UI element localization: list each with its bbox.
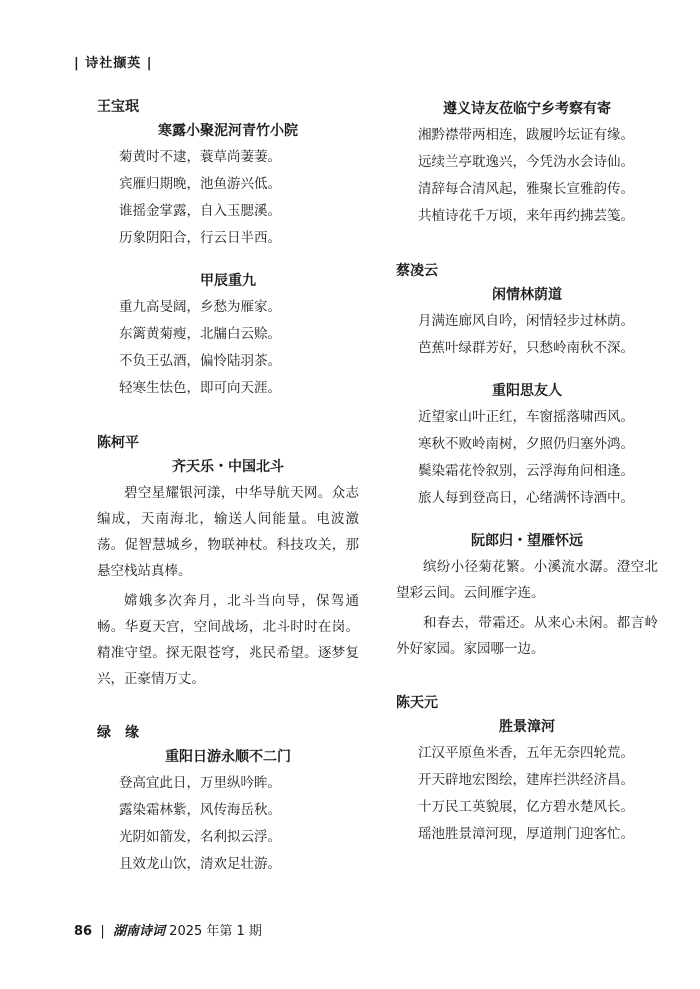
poem-title: 重阳思友人 bbox=[492, 383, 562, 399]
magazine-name: 湖南诗词 bbox=[113, 924, 166, 939]
poem-line: 东篱黄菊瘦，北牖白云赊。 bbox=[119, 326, 281, 342]
poem-title: 胜景漳河 bbox=[499, 719, 555, 735]
author-name: 蔡凌云 bbox=[396, 263, 438, 279]
poem-line: 鬓染霜花怜叙别，云浮海角问相逢。 bbox=[418, 463, 634, 479]
poem-title: 寒露小聚泥河青竹小院 bbox=[158, 123, 298, 139]
poem-line: 轻寒生怯色，即可向天涯。 bbox=[119, 380, 281, 396]
poem-line: 远续兰亭耽逸兴，今凭沩水会诗仙。 bbox=[418, 154, 634, 170]
poem-line: 宾雁归期晚，池鱼游兴低。 bbox=[119, 176, 281, 192]
poem-line: 湘黔襟带两相连，跋履吟坛证有缘。 bbox=[418, 127, 634, 143]
poem-line: 露染霜林紫，风传海岳秋。 bbox=[119, 802, 281, 818]
poem-line: 共植诗花千万顷，来年再约拂芸笺。 bbox=[418, 208, 634, 224]
poem-line: 光阴如箭发，名利拟云浮。 bbox=[119, 829, 281, 845]
poem-line: 寒秋不败岭南树，夕照仍归塞外鸿。 bbox=[418, 436, 634, 452]
poem-line: 十万民工英貌展，亿方碧水楚风长。 bbox=[418, 799, 634, 815]
poem-title: 重阳日游永顺不二门 bbox=[165, 749, 291, 765]
poem-title: 齐天乐・中国北斗 bbox=[172, 459, 284, 475]
author-name: 绿 缘 bbox=[97, 725, 139, 741]
section-header: | 诗社撷英 | bbox=[74, 56, 153, 71]
poem-paragraph: 碧空星耀银河漾，中华导航天网。众志编成，天南海北，输送人间能量。电波激荡。促智慧城乡，物联神杖。科技攻关，那悬空栈站真棒。 bbox=[97, 485, 359, 579]
footer-separator: | bbox=[100, 924, 105, 939]
poem-line: 历象阴阳合，行云日半西。 bbox=[119, 230, 281, 246]
page-number: 86 bbox=[74, 924, 93, 939]
poem-line: 不负王弘酒，偏怜陆羽茶。 bbox=[119, 353, 281, 369]
right-column bbox=[396, 96, 658, 848]
poem-line: 近望家山叶正红，车窗摇落啸西风。 bbox=[418, 409, 634, 425]
poem-title: 阮郎归・望雁怀远 bbox=[471, 533, 583, 549]
poem-line: 旅人每到登高日，心绪满怀诗酒中。 bbox=[418, 490, 634, 506]
poem-line: 清辞每合清风起，雅聚长宣雅韵传。 bbox=[418, 181, 634, 197]
poem-line: 江汉平原鱼米香，五年无奈四轮荒。 bbox=[418, 745, 634, 761]
poem-paragraph: 嫦娥多次奔月，北斗当向导，保驾通畅。华夏天宫，空间战场，北斗时时在岗。精准守望。探无限苍穹，兆民希望。逐梦复兴，正豪情万丈。 bbox=[97, 593, 359, 687]
poem-line: 瑶池胜景漳河现，厚道荆门迎客忙。 bbox=[418, 826, 634, 842]
author-name: 王宝珉 bbox=[97, 99, 139, 115]
poem-line: 谁摇金掌露，自入玉腮溪。 bbox=[119, 203, 281, 219]
poem-paragraph: 和春去，带霜还。从来心未闲。都言岭外好家园。家园哪一边。 bbox=[396, 615, 658, 657]
issue-label: 2025 年第 1 期 bbox=[169, 924, 262, 939]
poem-line: 开天辟地宏图绘，建库拦洪经济昌。 bbox=[418, 772, 634, 788]
poem-title: 甲辰重九 bbox=[200, 273, 256, 289]
poem-title: 闲情林荫道 bbox=[492, 287, 562, 303]
poem-line: 登高宜此日，万里纵吟眸。 bbox=[119, 775, 281, 791]
author-name: 陈柯平 bbox=[97, 435, 139, 451]
left-column bbox=[97, 96, 359, 878]
page-footer bbox=[74, 920, 262, 939]
poem-line: 月满连廊风自吟，闲情轻步过林荫。 bbox=[418, 313, 634, 329]
poem-line: 芭蕉叶绿群芳好，只愁岭南秋不深。 bbox=[418, 340, 634, 356]
poem-title: 遵义诗友莅临宁乡考察有寄 bbox=[443, 101, 611, 117]
poem-line: 且效龙山饮，清欢足壮游。 bbox=[119, 856, 281, 872]
poem-line: 菊黄时不逮，蓑草尚萋萋。 bbox=[119, 149, 281, 165]
poem-paragraph: 缤纷小径菊花繁。小溪流水潺。澄空北望彩云间。云间雁字连。 bbox=[396, 559, 658, 601]
author-name: 陈天元 bbox=[396, 695, 438, 711]
poem-line: 重九高旻阔，乡愁为雁家。 bbox=[119, 299, 281, 315]
